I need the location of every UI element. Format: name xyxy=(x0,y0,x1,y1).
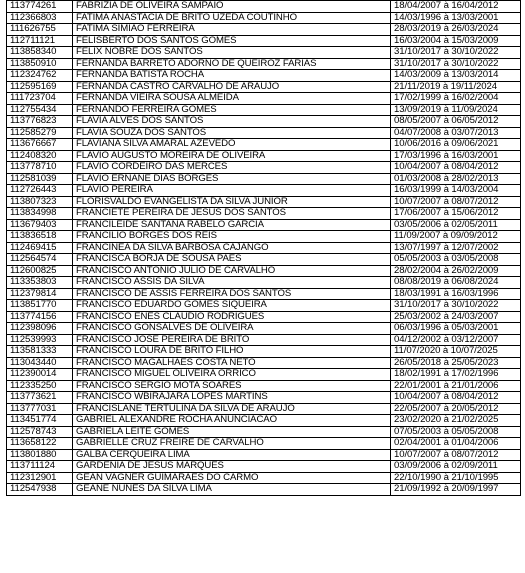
table-row xyxy=(7,93,521,105)
registration-number-cell: 112564574 xyxy=(7,254,73,266)
period-cell: 22/01/2001 à 21/01/2006 xyxy=(391,380,521,392)
period-cell: 16/03/1999 à 14/03/2004 xyxy=(391,185,521,197)
registration-number-cell: 113581333 xyxy=(7,346,73,358)
registration-number-cell: 112379814 xyxy=(7,288,73,300)
table-row xyxy=(7,150,521,162)
period-cell: 13/09/2019 à 11/09/2024 xyxy=(391,104,521,116)
table-row xyxy=(7,380,521,392)
table-row xyxy=(7,35,521,47)
period-cell: 05/05/2003 à 03/05/2008 xyxy=(391,254,521,266)
period-cell: 31/10/2017 à 30/10/2022 xyxy=(391,300,521,312)
person-name-cell: FERNANDA VIEIRA SOUSA ALMEIDA xyxy=(73,93,391,105)
person-name-cell: GALBA CERQUEIRA LIMA xyxy=(73,449,391,461)
person-name-cell: FLAVIA ALVES DOS SANTOS xyxy=(73,116,391,128)
period-cell: 11/07/2020 à 10/07/2025 xyxy=(391,346,521,358)
period-cell: 28/02/2004 à 26/02/2009 xyxy=(391,265,521,277)
period-cell: 03/05/2006 à 02/05/2011 xyxy=(391,219,521,231)
period-cell: 21/11/2019 à 19/11/2024 xyxy=(391,81,521,93)
person-name-cell: GARDENIA DE JESUS MARQUES xyxy=(73,461,391,473)
table-row xyxy=(7,185,521,197)
person-name-cell: FRANCINEA DA SILVA BARBOSA CAJANGO xyxy=(73,242,391,254)
person-name-cell: FRANCISCO WBIRAJARA LOPES MARTINS xyxy=(73,392,391,404)
registration-number-cell: 113451774 xyxy=(7,415,73,427)
registration-number-cell: 112366803 xyxy=(7,12,73,24)
registration-number-cell: 113777031 xyxy=(7,403,73,415)
registration-number-cell: 111723704 xyxy=(7,93,73,105)
period-cell: 10/07/2007 à 08/07/2012 xyxy=(391,196,521,208)
registration-number-cell: 112578743 xyxy=(7,426,73,438)
table-row xyxy=(7,472,521,484)
table-row xyxy=(7,162,521,174)
period-cell: 14/03/1996 à 13/03/2001 xyxy=(391,12,521,24)
period-cell: 18/03/1991 à 16/03/1996 xyxy=(391,288,521,300)
table-row xyxy=(7,300,521,312)
person-name-cell: FERNANDA BARRETO ADORNO DE QUEIROZ FARIAS xyxy=(73,58,391,70)
person-name-cell: GEAN VAGNER GUIMARAES DO CARMO xyxy=(73,472,391,484)
period-cell: 10/04/2007 à 08/04/2012 xyxy=(391,392,521,404)
table-row xyxy=(7,369,521,381)
registry-rows xyxy=(7,1,521,496)
registration-number-cell: 112335250 xyxy=(7,380,73,392)
registration-number-cell: 112595169 xyxy=(7,81,73,93)
registration-number-cell: 113807323 xyxy=(7,196,73,208)
table-row xyxy=(7,104,521,116)
table-row xyxy=(7,81,521,93)
person-name-cell: FRANCISCO MAGALHAES COSTA NETO xyxy=(73,357,391,369)
table-row xyxy=(7,254,521,266)
registration-number-cell: 113851770 xyxy=(7,300,73,312)
table-row xyxy=(7,24,521,36)
person-name-cell: FRANCISCO ANTONIO JULIO DE CARVALHO xyxy=(73,265,391,277)
person-name-cell: GABRIEL ALEXANDRE ROCHA ANUNCIACAO xyxy=(73,415,391,427)
table-row xyxy=(7,1,521,13)
period-cell: 08/08/2019 à 06/08/2024 xyxy=(391,277,521,289)
table-row xyxy=(7,219,521,231)
table-row xyxy=(7,449,521,461)
registration-number-cell: 113850910 xyxy=(7,58,73,70)
person-name-cell: FRANCISCO LOURA DE BRITO FILHO xyxy=(73,346,391,358)
registration-number-cell: 112398096 xyxy=(7,323,73,335)
person-name-cell: FELIX NOBRE DOS SANTOS xyxy=(73,47,391,59)
period-cell: 23/02/2020 à 21/02/2025 xyxy=(391,415,521,427)
table-row xyxy=(7,231,521,243)
table-row xyxy=(7,196,521,208)
person-name-cell: FERNANDO FERREIRA GOMES xyxy=(73,104,391,116)
registration-number-cell: 112581039 xyxy=(7,173,73,185)
person-name-cell: FATIMA ANASTACIA DE BRITO UZEDA COUTINHO xyxy=(73,12,391,24)
period-cell: 11/09/2007 à 09/09/2012 xyxy=(391,231,521,243)
registration-number-cell: 112408320 xyxy=(7,150,73,162)
registration-number-cell: 112312901 xyxy=(7,472,73,484)
period-cell: 17/02/1999 à 16/02/2004 xyxy=(391,93,521,105)
period-cell: 03/09/2006 à 02/09/2011 xyxy=(391,461,521,473)
registration-number-cell: 113676667 xyxy=(7,139,73,151)
registration-number-cell: 112539993 xyxy=(7,334,73,346)
registration-number-cell: 113774156 xyxy=(7,311,73,323)
registration-number-cell: 113836518 xyxy=(7,231,73,243)
person-name-cell: FERNANDA CASTRO CARVALHO DE ARAUJO xyxy=(73,81,391,93)
person-name-cell: GABRIELA LEITE GOMES xyxy=(73,426,391,438)
period-cell: 28/03/2019 à 26/03/2024 xyxy=(391,24,521,36)
period-cell: 16/03/2004 à 15/03/2009 xyxy=(391,35,521,47)
period-cell: 04/07/2008 à 03/07/2013 xyxy=(391,127,521,139)
table-row xyxy=(7,392,521,404)
person-name-cell: FELISBERTO DOS SANTOS GOMES xyxy=(73,35,391,47)
person-name-cell: FERNANDA BATISTA ROCHA xyxy=(73,70,391,82)
table-row xyxy=(7,438,521,450)
table-row xyxy=(7,70,521,82)
registration-number-cell: 112547938 xyxy=(7,484,73,496)
period-cell: 13/07/1997 à 12/07/2002 xyxy=(391,242,521,254)
table-row xyxy=(7,346,521,358)
period-cell: 31/10/2017 à 30/10/2022 xyxy=(391,47,521,59)
table-row xyxy=(7,242,521,254)
person-name-cell: FRANCISCO SERGIO MOTA SOARES xyxy=(73,380,391,392)
period-cell: 08/05/2007 à 06/05/2012 xyxy=(391,116,521,128)
registration-number-cell: 112585279 xyxy=(7,127,73,139)
registration-number-cell: 113776823 xyxy=(7,116,73,128)
person-name-cell: FRANCISLANE TERTULINA DA SILVA DE ARAUJO xyxy=(73,403,391,415)
person-name-cell: FATIMA SIMIAO FERREIRA xyxy=(73,24,391,36)
period-cell: 04/12/2002 à 03/12/2007 xyxy=(391,334,521,346)
person-name-cell: FRANCISCA BORJA DE SOUSA PAES xyxy=(73,254,391,266)
registration-number-cell: 112324762 xyxy=(7,70,73,82)
registration-number-cell: 112755434 xyxy=(7,104,73,116)
person-name-cell: GABRIELLE CRUZ FREIRE DE CARVALHO xyxy=(73,438,391,450)
period-cell: 18/04/2007 à 16/04/2012 xyxy=(391,1,521,13)
person-name-cell: FRANCISCO JOSE PEREIRA DE BRITO xyxy=(73,334,391,346)
table-row xyxy=(7,277,521,289)
person-name-cell: FABRIZIA DE OLIVEIRA SAMPAIO xyxy=(73,1,391,13)
period-cell: 18/02/1991 à 17/02/1996 xyxy=(391,369,521,381)
period-cell: 26/05/2018 à 25/05/2023 xyxy=(391,357,521,369)
registration-number-cell: 112726443 xyxy=(7,185,73,197)
table-row xyxy=(7,139,521,151)
table-row xyxy=(7,116,521,128)
period-cell: 17/03/1996 à 16/03/2001 xyxy=(391,150,521,162)
person-name-cell: FLAVIO ERNANE DIAS BORGES xyxy=(73,173,391,185)
registration-number-cell: 113658122 xyxy=(7,438,73,450)
period-cell: 22/10/1990 à 21/10/1995 xyxy=(391,472,521,484)
registration-number-cell: 113801880 xyxy=(7,449,73,461)
table-row xyxy=(7,334,521,346)
table-row xyxy=(7,173,521,185)
person-name-cell: FRANCISCO DE ASSIS FERREIRA DOS SANTOS xyxy=(73,288,391,300)
period-cell: 01/03/2008 à 28/02/2013 xyxy=(391,173,521,185)
period-cell: 22/05/2007 à 20/05/2012 xyxy=(391,403,521,415)
period-cell: 10/06/2016 à 09/06/2021 xyxy=(391,139,521,151)
registration-number-cell: 111626755 xyxy=(7,24,73,36)
registration-number-cell: 112390014 xyxy=(7,369,73,381)
table-row xyxy=(7,403,521,415)
person-name-cell: FLAVIO PEREIRA xyxy=(73,185,391,197)
period-cell: 06/03/1996 à 05/03/2001 xyxy=(391,323,521,335)
table-row xyxy=(7,461,521,473)
period-cell: 21/09/1992 à 20/09/1997 xyxy=(391,484,521,496)
period-cell: 25/03/2002 à 24/03/2007 xyxy=(391,311,521,323)
person-name-cell: FLAVIANA SILVA AMARAL AZEVEDO xyxy=(73,139,391,151)
person-name-cell: FLAVIO CORDEIRO DAS MERCES xyxy=(73,162,391,174)
period-cell: 10/07/2007 à 08/07/2012 xyxy=(391,449,521,461)
person-name-cell: FLAVIA SOUZA DOS SANTOS xyxy=(73,127,391,139)
person-name-cell: GEANE NUNES DA SILVA LIMA xyxy=(73,484,391,496)
registration-number-cell: 112469415 xyxy=(7,242,73,254)
registration-number-cell: 113778710 xyxy=(7,162,73,174)
person-name-cell: FRANCISCO EDUARDO GOMES SIQUEIRA xyxy=(73,300,391,312)
table-row xyxy=(7,484,521,496)
table-row xyxy=(7,415,521,427)
period-cell: 07/05/2003 à 05/05/2008 xyxy=(391,426,521,438)
period-cell: 14/03/2009 à 13/03/2014 xyxy=(391,70,521,82)
table-row xyxy=(7,208,521,220)
table-row xyxy=(7,265,521,277)
person-name-cell: FRANCISCO GONSALVES DE OLIVEIRA xyxy=(73,323,391,335)
person-name-cell: FLAVIO AUGUSTO MOREIRA DE OLIVEIRA xyxy=(73,150,391,162)
table-row xyxy=(7,288,521,300)
registration-number-cell: 113043440 xyxy=(7,357,73,369)
table-row xyxy=(7,12,521,24)
registry-table xyxy=(6,0,521,496)
table-row xyxy=(7,357,521,369)
table-row xyxy=(7,426,521,438)
registration-number-cell: 113834998 xyxy=(7,208,73,220)
period-cell: 02/04/2001 à 01/04/2006 xyxy=(391,438,521,450)
table-row xyxy=(7,58,521,70)
person-name-cell: FRANCILIO BORGES DOS REIS xyxy=(73,231,391,243)
person-name-cell: FLORISVALDO EVANGELISTA DA SILVA JUNIOR xyxy=(73,196,391,208)
registration-number-cell: 113679403 xyxy=(7,219,73,231)
registration-number-cell: 113711124 xyxy=(7,461,73,473)
period-cell: 17/06/2007 à 15/06/2012 xyxy=(391,208,521,220)
table-row xyxy=(7,311,521,323)
table-row xyxy=(7,127,521,139)
registration-number-cell: 113774261 xyxy=(7,1,73,13)
registration-number-cell: 113858340 xyxy=(7,47,73,59)
table-row xyxy=(7,323,521,335)
person-name-cell: FRANCISCO ASSIS DA SILVA xyxy=(73,277,391,289)
person-name-cell: FRANCISCO MIGUEL OLIVEIRA ORRICO xyxy=(73,369,391,381)
registration-number-cell: 113353803 xyxy=(7,277,73,289)
registry-sheet xyxy=(6,0,520,496)
period-cell: 31/10/2017 à 30/10/2022 xyxy=(391,58,521,70)
period-cell: 10/04/2007 à 08/04/2012 xyxy=(391,162,521,174)
person-name-cell: FRANCISCO ENES CLAUDIO RODRIGUES xyxy=(73,311,391,323)
person-name-cell: FRANCIETE PEREIRA DE JESUS DOS SANTOS xyxy=(73,208,391,220)
registration-number-cell: 113773621 xyxy=(7,392,73,404)
person-name-cell: FRANCILEIDE SANTANA RABELO GARCIA xyxy=(73,219,391,231)
table-row xyxy=(7,47,521,59)
registration-number-cell: 112711121 xyxy=(7,35,73,47)
registration-number-cell: 112600825 xyxy=(7,265,73,277)
